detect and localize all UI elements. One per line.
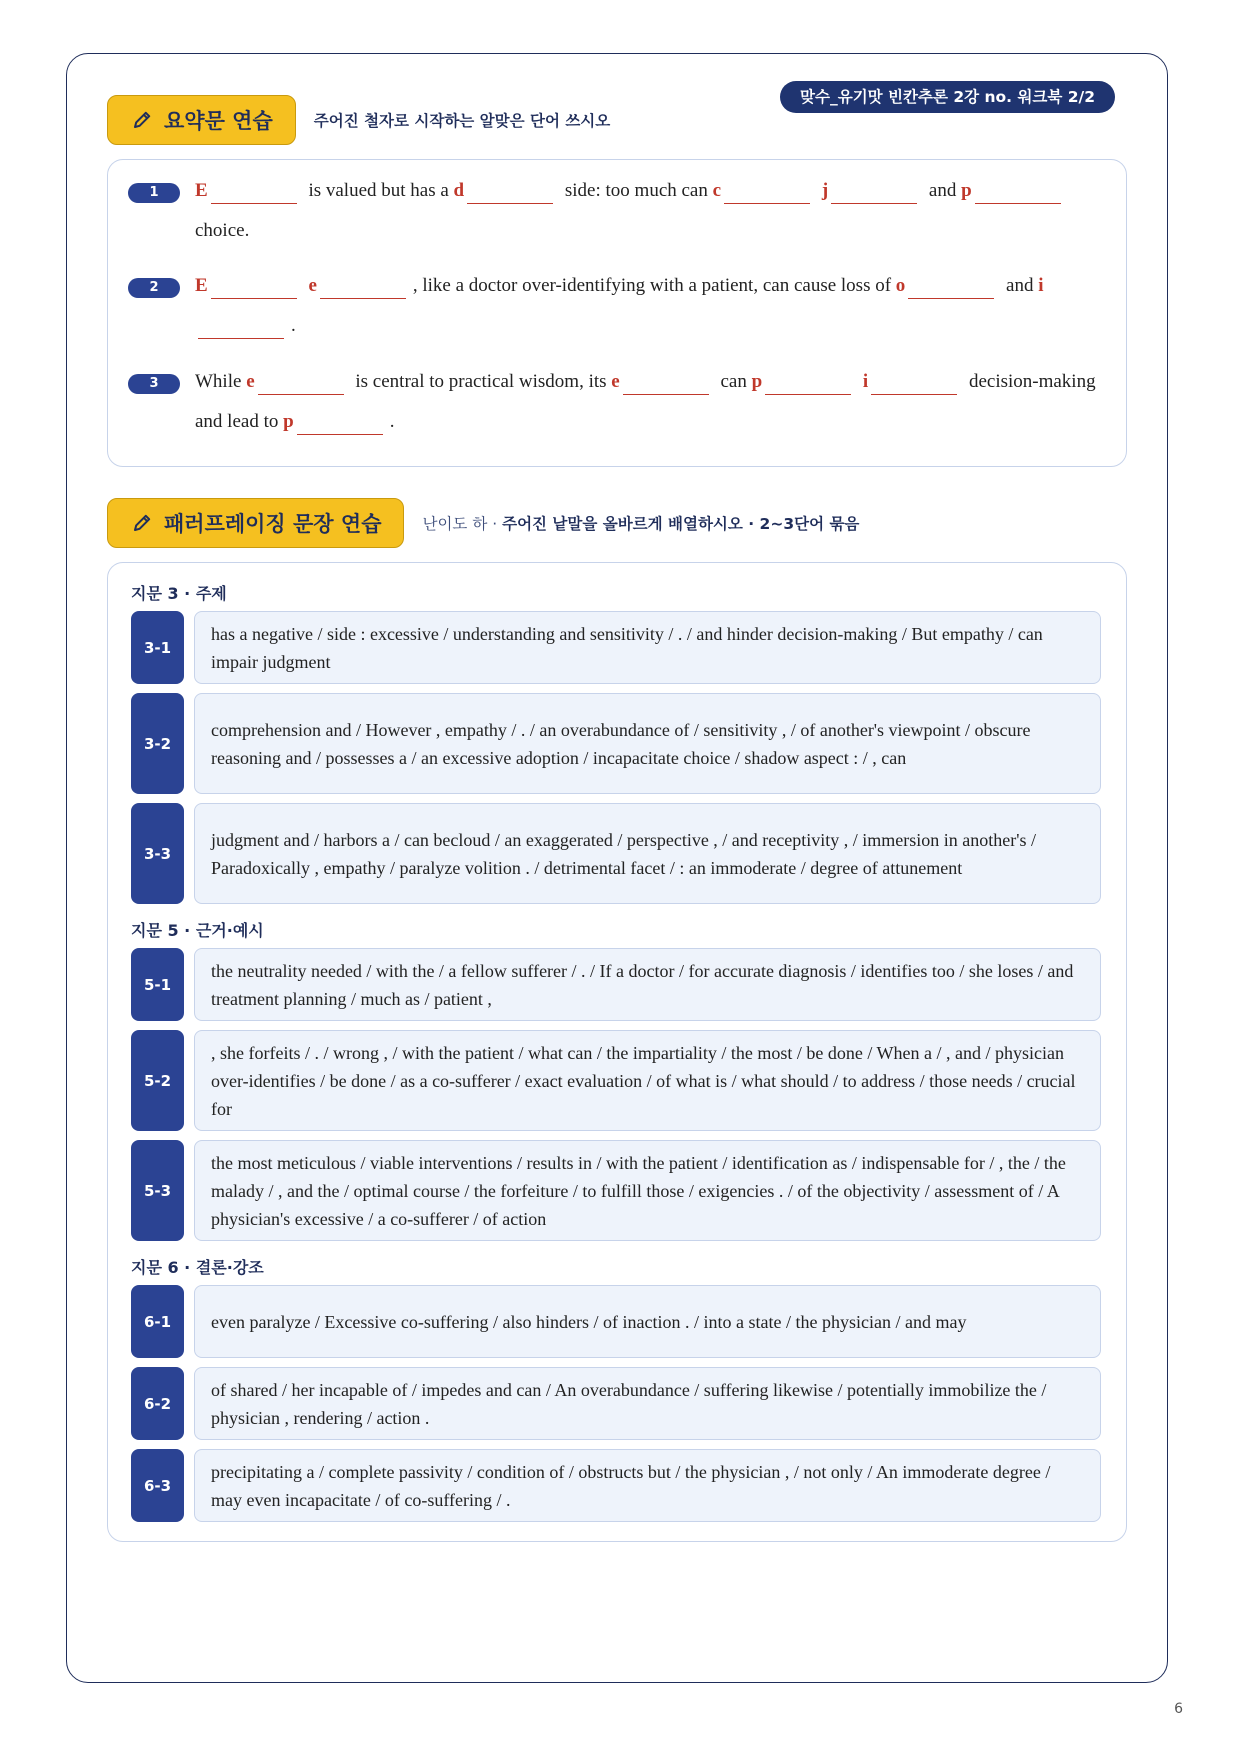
- summary-item-1: [128, 180, 1106, 251]
- answer-blank[interactable]: [831, 179, 917, 204]
- question-number: 3-3: [131, 803, 184, 904]
- word-chunks: the neutrality needed / with the / a fellow sufferer / . / If a doctor / for accurate diagnosis / identifies too / she loses / and treatment planning / much as / patient ,: [194, 948, 1101, 1021]
- summary-item-3: [128, 371, 1106, 442]
- sentence-text: is valued but has a: [303, 180, 454, 201]
- word-chunks: has a negative / side : excessive / understanding and sensitivity / . / and hinder decision-making / But empathy / can impair judgment: [194, 611, 1101, 684]
- question-number: 6-3: [131, 1449, 184, 1522]
- question-row-5-3: [131, 1140, 1101, 1241]
- workbook-tag: 맞수_유기맛 빈칸추론 2강 no. 워크북 2/2: [780, 81, 1115, 113]
- initial-letter: c: [712, 180, 722, 201]
- paraphrase-header: [107, 498, 859, 548]
- summary-instruction: 주어진 철자로 시작하는 알맞은 단어 쓰시오: [313, 112, 611, 130]
- initial-letter: p: [961, 180, 972, 201]
- pencil-icon: [132, 513, 152, 533]
- answer-blank[interactable]: [975, 179, 1061, 204]
- initial-letter: e: [246, 371, 255, 392]
- sentence-text: decision-making and lead to: [195, 371, 1096, 432]
- sentence-text: can: [715, 371, 752, 392]
- paraphrase-instruction-text: 주어진 낱말을 올바르게 배열하시오 · 2~3단어 묶음: [502, 515, 860, 533]
- summary-item-number: 1: [128, 183, 180, 203]
- paraphrase-title: 패러프레이징 문장 연습: [164, 512, 382, 536]
- summary-sentence: [195, 362, 1106, 442]
- word-chunks: , she forfeits / . / wrong , / with the patient / what can / the impartiality / the most / be done / When a / , and / physician over-identifies / be done / as a co-sufferer / exact evaluation / of what is / what should / to address / those needs / crucial for: [194, 1030, 1101, 1131]
- initial-letter: i: [862, 371, 869, 392]
- answer-blank[interactable]: [724, 179, 810, 204]
- initial-letter: e: [611, 371, 620, 392]
- sentence-text: , like a doctor over-identifying with a patient, can cause loss of: [412, 275, 896, 296]
- paraphrase-title-badge: [107, 498, 404, 548]
- question-number: 5-2: [131, 1030, 184, 1131]
- word-chunks: even paralyze / Excessive co-suffering / also hinders / of inaction . / into a state / the physician / and may: [194, 1285, 1101, 1358]
- answer-blank[interactable]: [258, 370, 344, 395]
- summary-box: [107, 159, 1127, 467]
- sentence-text: and: [1001, 275, 1039, 296]
- answer-blank[interactable]: [467, 179, 553, 204]
- initial-letter: E: [195, 275, 208, 296]
- question-row-5-1: [131, 948, 1101, 1021]
- answer-blank[interactable]: [211, 274, 297, 299]
- sentence-text: and: [924, 180, 962, 201]
- question-number: 6-1: [131, 1285, 184, 1358]
- summary-sentence: [195, 171, 1106, 251]
- summary-item-2: [128, 275, 1106, 346]
- initial-letter: i: [1038, 275, 1044, 296]
- initial-letter: d: [453, 180, 465, 201]
- answer-blank[interactable]: [297, 410, 383, 435]
- question-number: 5-3: [131, 1140, 184, 1241]
- word-chunks: precipitating a / complete passivity / condition of / obstructs but / the physician , / not only / An immoderate degree / may even incapacitate / of co-suffering / .: [194, 1449, 1101, 1522]
- page-number: 6: [1174, 1701, 1183, 1717]
- group-title-3: 지문 3 · 주제: [131, 584, 227, 603]
- summary-sentence: [195, 266, 1106, 346]
- initial-letter: p: [283, 411, 294, 432]
- initial-letter: o: [895, 275, 906, 296]
- answer-blank[interactable]: [765, 370, 851, 395]
- initial-letter: p: [751, 371, 763, 392]
- question-row-6-2: [131, 1367, 1101, 1440]
- question-row-6-1: [131, 1285, 1101, 1358]
- word-chunks: the most meticulous / viable interventions / results in / with the patient / identification as / indispensable for / , the / the malady / , and the / optimal course / the forfeiture / to fulfill those / exigencies . / of the objectivity / assessment of / A physician's excessive / a co-sufferer / of action: [194, 1140, 1101, 1241]
- initial-letter: j: [821, 180, 829, 201]
- sentence-text: side: too much can: [560, 180, 713, 201]
- question-number: 6-2: [131, 1367, 184, 1440]
- answer-blank[interactable]: [198, 314, 284, 339]
- answer-blank[interactable]: [623, 370, 709, 395]
- sentence-text: While: [195, 371, 247, 392]
- sentence-text: .: [291, 315, 296, 336]
- answer-blank[interactable]: [211, 179, 297, 204]
- word-chunks: judgment and / harbors a / can becloud / an exaggerated / perspective , / and receptivity , / immersion in another's / Paradoxically , empathy / paralyze volition . / detrimental facet / : an immoderate / degree of attunement: [194, 803, 1101, 904]
- summary-header: [107, 95, 610, 145]
- question-row-3-1: [131, 611, 1101, 684]
- sentence-text: choice.: [195, 220, 250, 241]
- group-title-5: 지문 5 · 근거·예시: [131, 921, 264, 940]
- summary-title-badge: [107, 95, 296, 145]
- group-title-6: 지문 6 · 결론·강조: [131, 1258, 264, 1277]
- answer-blank[interactable]: [320, 274, 406, 299]
- word-chunks: comprehension and / However , empathy / . / an overabundance of / sensitivity , / of another's viewpoint / obscure reasoning and / possesses a / an excessive adoption / incapacitate choice / shadow aspect : / , can: [194, 693, 1101, 794]
- initial-letter: E: [195, 180, 208, 201]
- answer-blank[interactable]: [908, 274, 994, 299]
- difficulty-label: 난이도 하 ·: [422, 515, 503, 533]
- sentence-text: is central to practical wisdom, its: [350, 371, 612, 392]
- sentence-text: .: [389, 411, 395, 432]
- answer-blank[interactable]: [871, 370, 957, 395]
- initial-letter: e: [308, 275, 317, 296]
- summary-item-number: 3: [128, 374, 180, 394]
- summary-item-number: 2: [128, 278, 180, 298]
- question-row-3-2: [131, 693, 1101, 794]
- question-number: 3-1: [131, 611, 184, 684]
- pencil-icon: [132, 110, 152, 130]
- question-number: 3-2: [131, 693, 184, 794]
- paraphrase-instruction: [422, 512, 859, 534]
- question-row-5-2: [131, 1030, 1101, 1131]
- question-row-6-3: [131, 1449, 1101, 1522]
- word-chunks: of shared / her incapable of / impedes and can / An overabundance / suffering likewise / potentially immobilize the / physician , rendering / action .: [194, 1367, 1101, 1440]
- question-number: 5-1: [131, 948, 184, 1021]
- question-row-3-3: [131, 803, 1101, 904]
- summary-title: 요약문 연습: [164, 109, 273, 133]
